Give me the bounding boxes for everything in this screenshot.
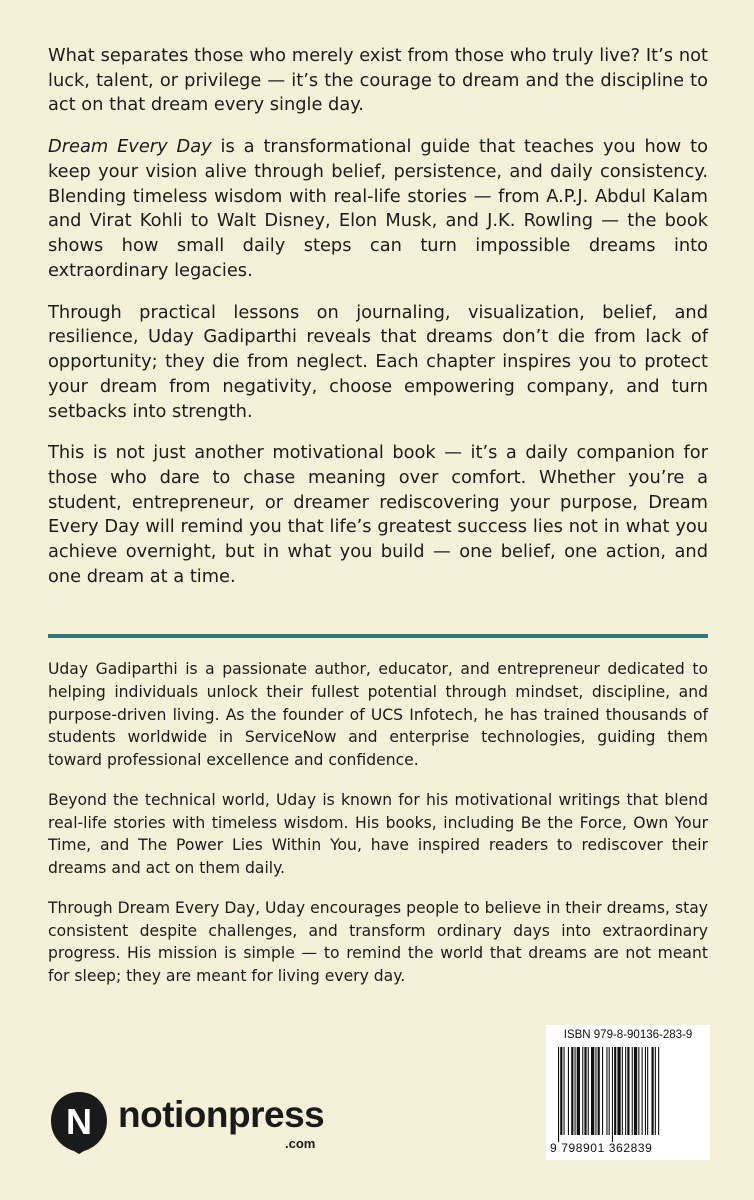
barcode-bar xyxy=(606,1047,607,1135)
barcode-bar xyxy=(602,1047,603,1135)
barcode-bar xyxy=(582,1047,583,1135)
barcode-bar xyxy=(645,1047,646,1135)
barcode-bar xyxy=(598,1047,600,1135)
barcode-bar xyxy=(634,1047,637,1135)
barcode-bar xyxy=(642,1047,643,1135)
author-bio xyxy=(48,658,708,1005)
bio-paragraph-3: Through Dream Every Day, Uday encourages people to believe in their dreams, stay consistent despite challenges, and transform ordinary days into extraordinary progress. His mission is simple — to remind the world that dreams are not meant for sleep; they are meant for living every day. xyxy=(48,898,708,986)
barcode-bar xyxy=(571,1047,573,1135)
barcode-bar xyxy=(591,1047,594,1135)
barcode-icon xyxy=(558,1047,700,1142)
barcode-digits: 9 798901 362839 xyxy=(550,1141,653,1155)
barcode-bar xyxy=(584,1047,586,1135)
barcode-bar xyxy=(652,1047,654,1135)
publisher-logo xyxy=(48,1090,368,1170)
barcode-bar xyxy=(614,1047,616,1135)
isbn-label: ISBN 979-8-90136-283-9 xyxy=(563,1029,693,1041)
barcode-bar xyxy=(617,1047,620,1135)
bio-paragraph-1: Uday Gadiparthi is a passionate author, educator, and entrepreneur dedicated to helping individuals unlock their fullest potential through mindset, discipline, and purpose-driven living. As the founder of UCS Infotech, he has trained thousands of students worldwide in ServiceNow and enterprise technologies, guiding them toward professional excellence and confidence. xyxy=(48,660,708,770)
barcode-bar xyxy=(622,1047,623,1135)
barcode-bar xyxy=(588,1047,589,1135)
barcode-bar xyxy=(564,1047,565,1135)
barcode-bar xyxy=(638,1047,639,1135)
barcode-bar xyxy=(655,1047,656,1135)
barcode-bar xyxy=(627,1047,629,1135)
barcode-bar xyxy=(625,1047,626,1135)
bio-paragraph-2: Beyond the technical world, Uday is known for his motivational writings that blend real-life stories with timeless wisdom. His books, including Be the Force, Own Your Time, and The Power Lies Within You, have inspired readers to rediscover their dreams and act on them daily. xyxy=(48,790,708,878)
blurb-paragraph-1: What separates those who merely exist from those who truly live? It’s not luck, talent, or privilege — it’s the courage to dream and the discipline to act on that dream every single day. xyxy=(48,45,708,116)
blurb-paragraph-2-text: is a transformational guide that teaches you how to keep your vision alive through belief, persistence, and daily consistency. Blending timeless wisdom with real-life stories — from A.P.J. Abdul Kalam and Virat Kohli to Walt Disney, Elon Musk, and J.K. Rowling — the book shows how small daily steps can turn impossible dreams into extraordinary legacies. xyxy=(48,136,708,281)
barcode-bar xyxy=(658,1047,659,1135)
notionpress-logo-icon xyxy=(48,1090,110,1154)
book-title-italic: Dream Every Day xyxy=(48,136,212,158)
barcode-bar xyxy=(560,1047,562,1135)
barcode-bar xyxy=(647,1047,648,1135)
barcode-bar xyxy=(612,1047,613,1142)
barcode-bar xyxy=(558,1047,559,1142)
isbn-barcode-box xyxy=(546,1025,710,1160)
barcode-bar xyxy=(595,1047,596,1135)
publisher-wordmark: notionpress xyxy=(118,1094,325,1135)
barcode-bar xyxy=(577,1047,580,1135)
book-blurb xyxy=(48,44,708,607)
barcode-bar xyxy=(568,1047,569,1135)
blurb-paragraph-4: This is not just another motivational book — it’s a daily companion for those who dare to chase meaning over comfort. Whether you’re a student, entrepreneur, or dreamer rediscovering your purpose, Dream Every Day will remind you that life’s greatest success lies not in what you achieve overnight, but in what you build — one belief, one action, and one dream at a time. xyxy=(48,442,708,587)
barcode-bar xyxy=(575,1047,576,1135)
barcode-bar xyxy=(609,1047,610,1135)
blurb-paragraph-2 xyxy=(48,135,708,283)
publisher-domain-suffix: .com xyxy=(285,1136,316,1151)
section-divider xyxy=(48,634,708,638)
barcode-bar xyxy=(632,1047,633,1135)
logo-badge-letter: N xyxy=(66,1101,92,1142)
blurb-paragraph-3: Through practical lessons on journaling, visualization, belief, and resilience, Uday Gadiparthi reveals that dreams don’t die from lack of opportunity; they die from neglect. Each chapter inspires you to protect your dream from negativity, choose empowering company, and turn setbacks into strength. xyxy=(48,301,708,422)
